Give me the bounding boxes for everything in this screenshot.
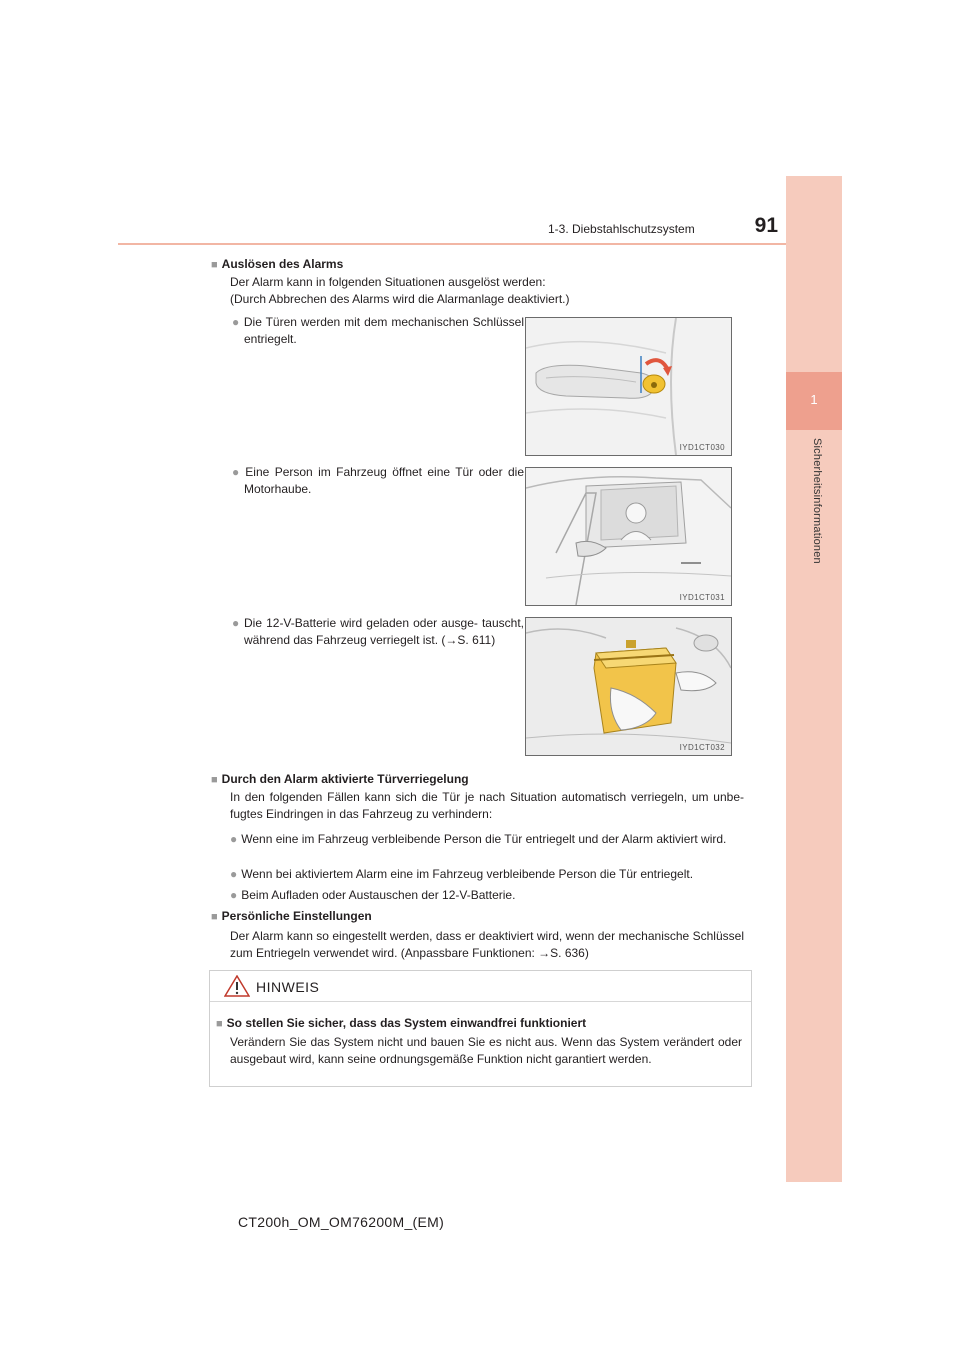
door-lock-item: ● Wenn bei aktiviertem Alarm eine im Fahrzeug verbleibende Person die Tür entriegelt.	[230, 867, 694, 881]
header-rule	[118, 243, 786, 245]
chapter-title: Sicherheitsinformationen	[811, 438, 823, 564]
alarm-trigger-intro-1: Der Alarm kann in folgenden Situationen ausgelöst werden:	[230, 275, 546, 289]
square-bullet-icon: ■	[216, 1018, 223, 1030]
section-title: 1-3. Diebstahlschutzsystem	[548, 222, 695, 236]
chapter-side-band	[786, 176, 842, 1182]
round-bullet-icon: ●	[232, 315, 240, 329]
alarm-trigger-item: ● Eine Person im Fahrzeug öffnet eine Tür oder die Motorhaube.	[232, 465, 524, 496]
alarm-trigger-intro-2: (Durch Abbrechen des Alarms wird die Alarmanlage deaktiviert.)	[230, 292, 570, 306]
square-bullet-icon: ■	[211, 774, 218, 786]
round-bullet-icon: ●	[230, 867, 238, 881]
personal-settings-text: Der Alarm kann so eingestellt werden, dass er deaktiviert wird, wenn der mechanische Schlüssel zum Entriegeln verwendet wird. (Anpassbare Funktionen: →S. 636)	[230, 929, 744, 960]
round-bullet-icon: ●	[232, 465, 242, 479]
document-code: CT200h_OM_OM76200M_(EM)	[238, 1214, 445, 1230]
round-bullet-icon: ●	[230, 832, 238, 846]
alarm-trigger-heading: ■ Auslösen des Alarms	[211, 257, 344, 271]
square-bullet-icon: ■	[211, 259, 218, 271]
image-code: IYD1CT032	[679, 743, 725, 752]
alarm-trigger-item: ● Die 12-V-Batterie wird geladen oder ausge- tauscht, während das Fahrzeug verriegelt ist. (→S. 611)	[232, 616, 524, 647]
illustration-person-opens-door	[525, 467, 732, 606]
round-bullet-icon: ●	[230, 888, 238, 902]
image-code: IYD1CT030	[679, 443, 725, 452]
door-lock-intro: In den folgenden Fällen kann sich die Tür je nach Situation automatisch verriegeln, um unbe- fugtes Eindringen in das Fahrzeug zu verhindern:	[230, 790, 744, 821]
note-text: Verändern Sie das System nicht und bauen Sie es nicht aus. Wenn das System verändert oder ausgebaut wird, kann seine ordnungsgemäße Funktion nicht garantiert werden.	[230, 1035, 742, 1066]
alarm-trigger-item: ● Die Türen werden mit dem mechanischen Schlüssel entriegelt.	[232, 315, 525, 346]
round-bullet-icon: ●	[232, 616, 240, 630]
page-number: 91	[754, 214, 778, 237]
chapter-number: 1	[810, 392, 818, 407]
door-lock-item: ● Wenn eine im Fahrzeug verbleibende Person die Tür entriegelt und der Alarm aktiviert wird.	[230, 832, 727, 846]
note-heading: ■ So stellen Sie sicher, dass das System einwandfrei funktioniert	[216, 1016, 587, 1030]
note-label: HINWEIS	[256, 979, 320, 995]
illustration-battery-replacement	[525, 617, 732, 756]
personal-settings-heading: ■ Persönliche Einstellungen	[211, 909, 372, 923]
door-lock-item: ● Beim Aufladen oder Austauschen der 12-V-Batterie.	[230, 888, 516, 902]
warning-triangle-icon	[224, 975, 250, 997]
note-box	[209, 970, 752, 1087]
door-lock-heading: ■ Durch den Alarm aktivierte Türverriegelung	[211, 772, 469, 786]
illustration-key-unlock	[525, 317, 732, 456]
image-code: IYD1CT031	[679, 593, 725, 602]
square-bullet-icon: ■	[211, 911, 218, 923]
note-header	[210, 971, 751, 1002]
